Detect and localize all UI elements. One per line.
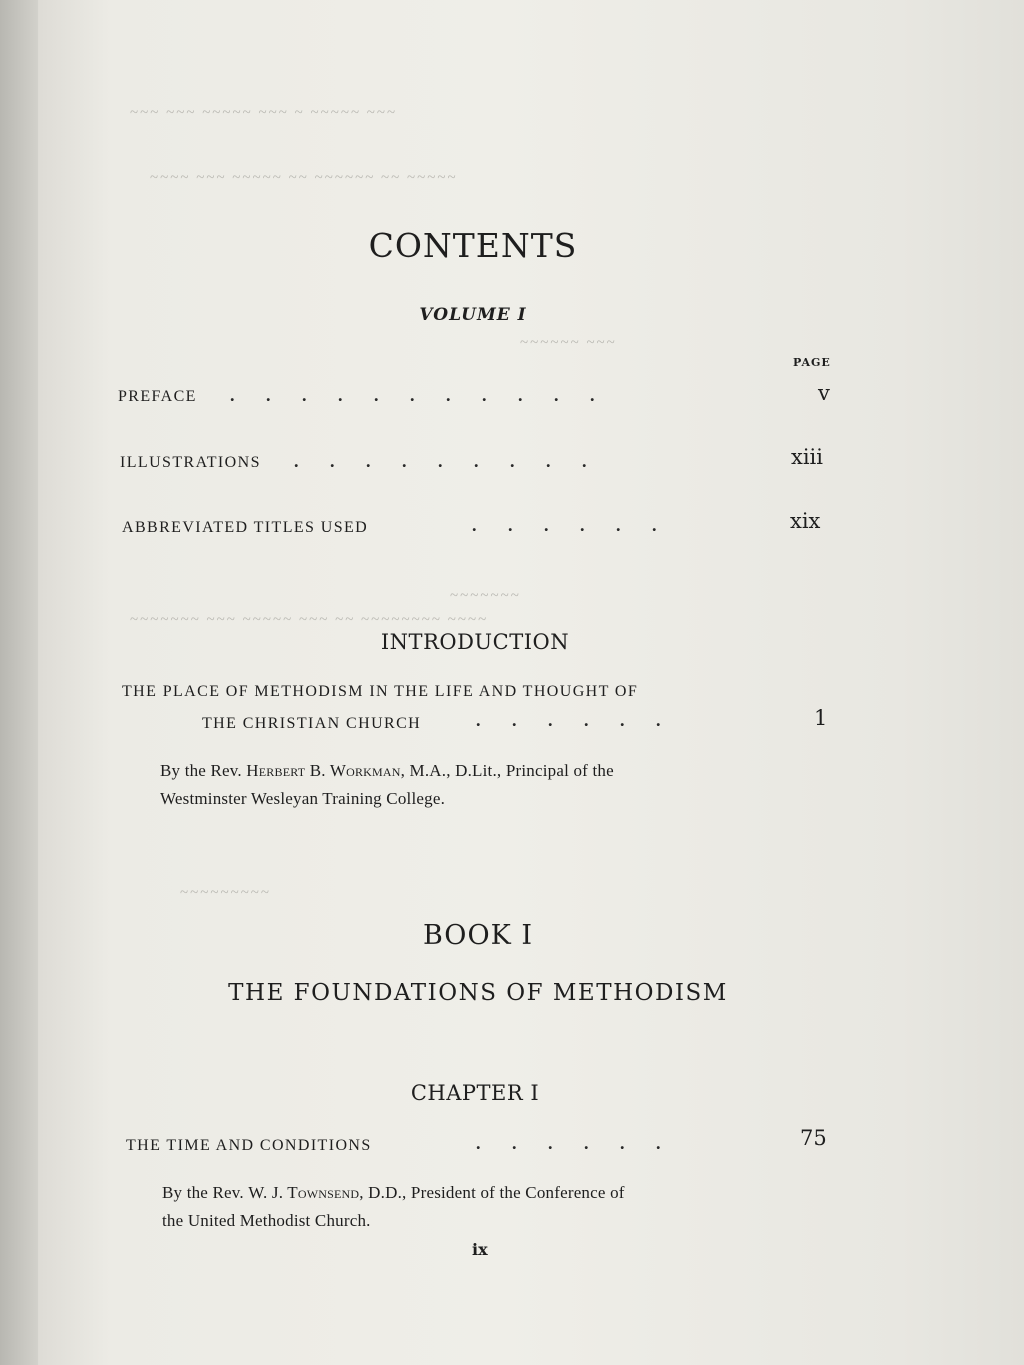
introduction-heading: INTRODUCTION — [380, 630, 570, 654]
chapter-heading: CHAPTER I — [410, 1081, 540, 1105]
show-through-text: ~~~~~~~ ~~~ ~~~~~ ~~~ ~~ ~~~~~~~~ ~~~~ — [130, 612, 489, 628]
introduction-title-line2: THE CHRISTIAN CHURCH — [202, 715, 422, 732]
book-subtitle: THE FOUNDATIONS OF METHODISM — [228, 980, 728, 1006]
chapter-page: 75 — [800, 1126, 827, 1150]
toc-entry-illustrations-page: xiii — [791, 445, 823, 469]
introduction-title-line1: THE PLACE OF METHODISM IN THE LIFE AND THOUGHT OF — [122, 683, 639, 700]
show-through-text: ~~~~~~~~~ — [180, 885, 272, 901]
chapter-author-name: W. J. Townsend — [248, 1183, 360, 1202]
page-column-label: PAGE — [793, 356, 831, 369]
chapter-author-line2: the United Methodist Church. — [162, 1211, 371, 1230]
introduction-author-name: Herbert B. Workman — [246, 761, 401, 780]
leader-dots: . . . . . . — [472, 515, 657, 535]
leader-dots: . . . . . . . . . — [294, 451, 587, 471]
show-through-text: ~~~~~~ ~~~ — [520, 335, 617, 351]
chapter-title: THE TIME AND CONDITIONS — [126, 1137, 372, 1154]
contents-title: CONTENTS — [368, 226, 578, 265]
toc-entry-abbreviated-titles-page: xix — [790, 509, 821, 533]
leader-dots: . . . . . . — [476, 710, 661, 730]
chapter-author-line1: By the Rev. W. J. Townsend, D.D., President of the Conference of — [162, 1183, 625, 1202]
book-heading: BOOK I — [422, 920, 534, 951]
introduction-page: 1 — [814, 706, 828, 730]
toc-entry-preface-title: PREFACE — [118, 388, 197, 405]
introduction-author-line2: Westminster Wesleyan Training College. — [160, 789, 446, 808]
introduction-author-line1: By the Rev. Herbert B. Workman, M.A., D.Lit., Principal of the — [160, 761, 614, 780]
toc-entry-abbreviated-titles-title: ABBREVIATED TITLES USED — [122, 519, 369, 536]
show-through-text: ~~~~ ~~~ ~~~~~ ~~ ~~~~~~ ~~ ~~~~~ — [150, 170, 458, 186]
toc-entry-illustrations-title: ILLUSTRATIONS — [120, 454, 261, 471]
leader-dots: . . . . . . . . . . . — [230, 385, 595, 405]
volume-heading: VOLUME I — [419, 305, 527, 325]
leader-dots: . . . . . . — [476, 1133, 661, 1153]
page-folio: ix — [472, 1240, 488, 1259]
page-gutter-shadow — [0, 0, 38, 1365]
show-through-text: ~~~ ~~~ ~~~~~ ~~~ ~ ~~~~~ ~~~ — [130, 105, 398, 121]
show-through-text: ~~~~~~~ — [450, 588, 521, 604]
toc-entry-preface-page: v — [818, 381, 830, 405]
